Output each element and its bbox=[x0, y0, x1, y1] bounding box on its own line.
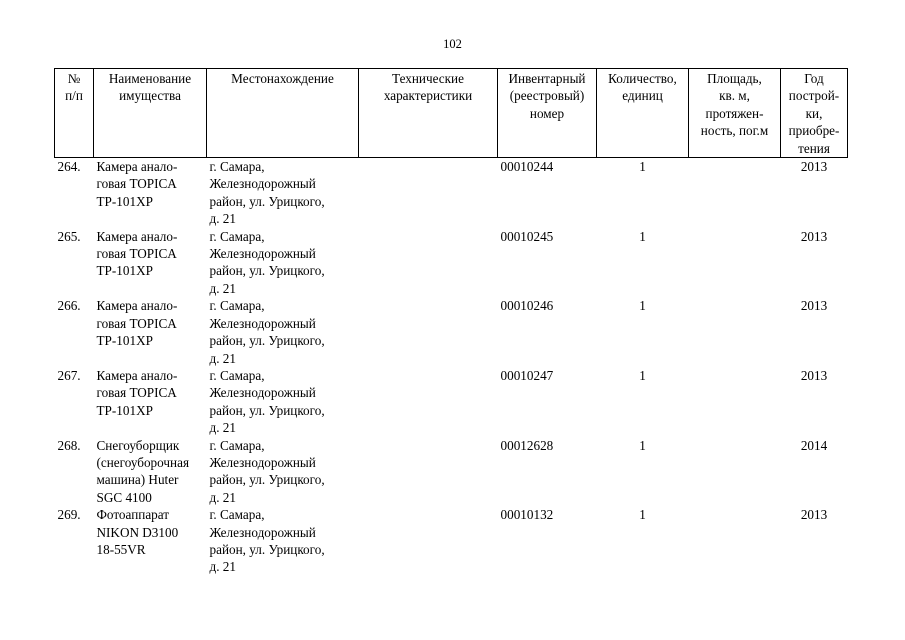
page-number: 102 bbox=[443, 37, 462, 51]
area bbox=[689, 297, 781, 367]
table-row bbox=[55, 297, 848, 367]
item-location: г. Самара, Железнодорожный район, ул. Урицкого, д. 21 bbox=[209, 507, 325, 575]
inventory-table bbox=[54, 68, 848, 576]
item-specs bbox=[359, 506, 498, 576]
item-name: Камера анало- говая TOPICA TP-101XP bbox=[96, 159, 178, 209]
inventory-number: 00010132 bbox=[500, 507, 554, 523]
row-number: 268. bbox=[57, 437, 81, 453]
inventory-number: 00010247 bbox=[500, 367, 554, 383]
year: 2013 bbox=[800, 228, 828, 244]
quantity: 1 bbox=[639, 159, 646, 175]
quantity: 1 bbox=[639, 507, 646, 523]
quantity: 1 bbox=[639, 228, 646, 244]
header-inventory: Инвентарный (реестровый) номер bbox=[498, 69, 597, 158]
table-row bbox=[55, 437, 848, 507]
quantity: 1 bbox=[639, 437, 646, 453]
quantity: 1 bbox=[639, 367, 646, 383]
item-location: г. Самара, Железнодорожный район, ул. Урицкого, д. 21 bbox=[209, 159, 325, 227]
item-specs bbox=[359, 158, 498, 228]
row-number: 266. bbox=[57, 298, 81, 314]
header-quantity: Количество, единиц bbox=[597, 69, 689, 158]
item-location: г. Самара, Железнодорожный район, ул. Урицкого, д. 21 bbox=[209, 437, 325, 505]
item-name: Камера анало- говая TOPICA TP-101XP bbox=[96, 298, 178, 349]
row-number: 264. bbox=[57, 159, 81, 175]
row-number: 269. bbox=[57, 507, 81, 523]
year: 2014 bbox=[800, 437, 828, 453]
area bbox=[689, 437, 781, 507]
header-name: Наименование имущества bbox=[94, 69, 207, 158]
inventory-number: 00010245 bbox=[500, 228, 554, 244]
year: 2013 bbox=[800, 298, 828, 314]
header-area: Площадь, кв. м, протяжен- ность, пог.м bbox=[689, 69, 781, 158]
year: 2013 bbox=[800, 159, 828, 175]
item-location: г. Самара, Железнодорожный район, ул. Урицкого, д. 21 bbox=[209, 228, 325, 296]
item-specs bbox=[359, 297, 498, 367]
header-location: Местонахождение bbox=[207, 69, 359, 158]
table-row bbox=[55, 506, 848, 576]
row-number: 265. bbox=[57, 228, 81, 244]
area bbox=[689, 367, 781, 437]
area bbox=[689, 158, 781, 228]
year: 2013 bbox=[800, 367, 828, 383]
row-number: 267. bbox=[57, 367, 81, 383]
item-location: г. Самара, Железнодорожный район, ул. Урицкого, д. 21 bbox=[209, 367, 325, 436]
item-name: Снегоуборщик (снегоуборочная машина) Huter SGC 4100 bbox=[96, 437, 190, 505]
table-row bbox=[55, 367, 848, 437]
item-name: Камера анало- говая TOPICA TP-101XP bbox=[96, 228, 178, 279]
item-specs bbox=[359, 437, 498, 507]
inventory-number: 00012628 bbox=[500, 437, 554, 453]
header-num: № п/п bbox=[55, 69, 94, 158]
quantity: 1 bbox=[639, 298, 646, 314]
area bbox=[689, 228, 781, 298]
area bbox=[689, 506, 781, 576]
inventory-number: 00010244 bbox=[500, 159, 554, 175]
table-header-row bbox=[55, 69, 848, 158]
item-specs bbox=[359, 228, 498, 298]
header-year: Год построй- ки, приобре- тения bbox=[781, 69, 848, 158]
header-specs: Технические характеристики bbox=[359, 69, 498, 158]
item-name: Камера анало- говая TOPICA TP-101XP bbox=[96, 367, 178, 418]
year: 2013 bbox=[800, 507, 828, 523]
item-name: Фотоаппарат NIKON D3100 18-55VR bbox=[96, 507, 179, 557]
inventory-number: 00010246 bbox=[500, 298, 554, 314]
item-location: г. Самара, Железнодорожный район, ул. Урицкого, д. 21 bbox=[209, 298, 325, 366]
item-specs bbox=[359, 367, 498, 437]
table-row bbox=[55, 228, 848, 298]
table-row bbox=[55, 158, 848, 228]
